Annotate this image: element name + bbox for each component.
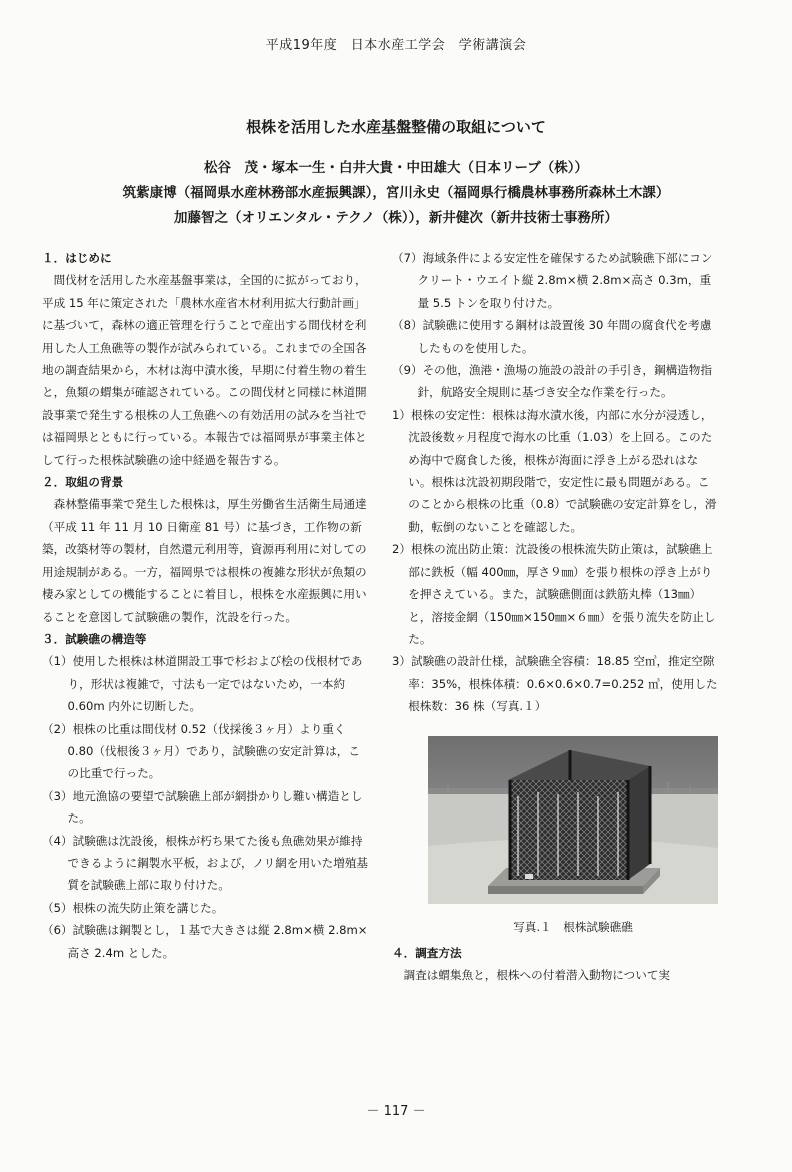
paragraph: 間伐材を活用した水産基盤事業は，全国的に拡がっており，平成 15 年に策定された「農林水産省木材利用拡大行動計画」に基づいて，森林の適正管理を行うことで産出する間伐材を利用した人工魚礁等の製作が試みられている。これまでの全国各地の調査結果から，木材は海中漬水後，早期に付着生物の着生と，魚類の蝟集が確認されている。この間伐材と同様に林道開設事業で発生する根株の人工魚礁への有効活用の試みを当社では福岡県とともに行っている。本報告では福岡県が事業主体として行った根株試験礁の途中経過を報告する。 [42,273,367,467]
list-item: 1）根株の安定性：根株は海水漬水後，内部に水分が浸透し，沈設後数ヶ月程度で海水の比重（1.03）を上回る。このため海中で腐食した後，根株が海面に浮き上がる恐れはない。根株は沈設初期段階で，安定性に最も問題がある。このことから根株の比重（0.8）で試験礁の安定計算をし，滑動，転倒のないことを確認した。 [392,407,717,534]
author-line: 加藤智之（オリエンタル・テクノ（株）），新井健次（新井技術士事務所） [174,210,618,226]
reef-photo-image [428,736,718,904]
section-heading: １．はじめに [42,251,112,265]
author-line: 筑紫康博（福岡県水産林務部水産振興課），宮川永史（福岡県行橋農林事務所森林土木課） [122,185,670,201]
conference-header: 平成19年度 日本水産工学会 学術講演会 [265,38,527,53]
section-heading: ２．取組の背景 [42,475,124,490]
list-item: （7）海域条件による安定性を確保するため試験礁下部にコンクリート・ウエイト縦 2.8m×横 2.8m×高さ 0.3m，重量 5.5 トンを取り付けた。 [392,251,713,310]
list-item: （9）その他，漁港・漁場の施設の設計の手引き，鋼構造物指針，航路安全規則に基づき安全な作業を行った。 [392,363,712,400]
paragraph: 調査は蝟集魚と，根株への付着潜入動物について実 [403,968,671,983]
list-item: （1）使用した根株は林道開設工事で杉および桧の伐根材であり，形状は複雑で，寸法も一定ではないため，一本約 0.60m 内外に切断した。 [42,654,363,714]
section-heading: ３．試験礁の構造等 [42,631,147,646]
paper-title: 根株を活用した水産基盤整備の取組について [246,118,546,136]
section-heading: ４．調査方法 [392,945,462,960]
list-item: （8）試験礁に使用する鋼材は設置後 30 年間の腐食代を考慮したものを使用した。 [392,318,712,355]
right-column [392,247,718,987]
list-item: （4）試験礁は沈設後，根株が朽ち果てた後も魚礁効果が維持できるように鋼製水平板，および，ノリ網を用いた増殖基質を試験礁上部に取り付けた。 [42,833,369,893]
author-list [0,156,792,231]
page-number: － 117 － [366,1104,426,1119]
list-item: （3）地元漁協の要望で試験礁上部が網掛かりし難い構造とした。 [42,788,363,826]
list-item: 2）根株の流出防止策：沈設後の根株流失防止策は，試験礁上部に鉄板（幅 400㎜，厚さ９㎜）を張り根株の浮き上がりを押さえている。また，試験礁側面は鉄筋丸棒（13㎜）と，溶接金網（150㎜×150㎜×６㎜）を張り流失を防止した。 [392,542,716,646]
photo-figure [428,736,718,938]
author-line: 松谷 茂・塚本一生・白井大貴・中田雄大（日本リーブ（株）） [203,160,589,176]
paragraph: 森林整備事業で発生した根株は，厚生労働省生活衛生局通達（平成 11 年 11 月 10 日衛産 81 号）に基づき，工作物の新築，改築材等の製材，自然還元利用等，資源再利用に対しての用途規制がある。一方，福岡県では根株の複雑な形状が魚類の棲み家としての機能することに着目し，根株を水産振興に用いることを意図して試験礁の製作，沈設を行った。 [42,497,367,624]
left-column [42,247,370,964]
list-item: （5）根株の流失防止策を講じた。 [42,900,224,915]
list-item: （2）根株の比重は間伐材 0.52（伐採後３ヶ月）より重く 0.80（伐根後３ヶ月）であり，試験礁の安定計算は，この比重で行った。 [42,721,360,781]
reef-photo [428,736,718,904]
photo-caption: 写真.１ 根株試験礁礁 [513,919,633,934]
list-item: （6）試験礁は鋼製とし，１基で大きさは縦 2.8m×横 2.8m×高さ 2.4m とした。 [42,923,368,960]
list-item: 3）試験礁の設計仕様，試験礁全容積：18.85 空㎥，推定空隙率：35%，根株体積：0.6×0.6×0.7=0.252 ㎥，使用した根株数：36 株（写真.１） [392,654,718,714]
